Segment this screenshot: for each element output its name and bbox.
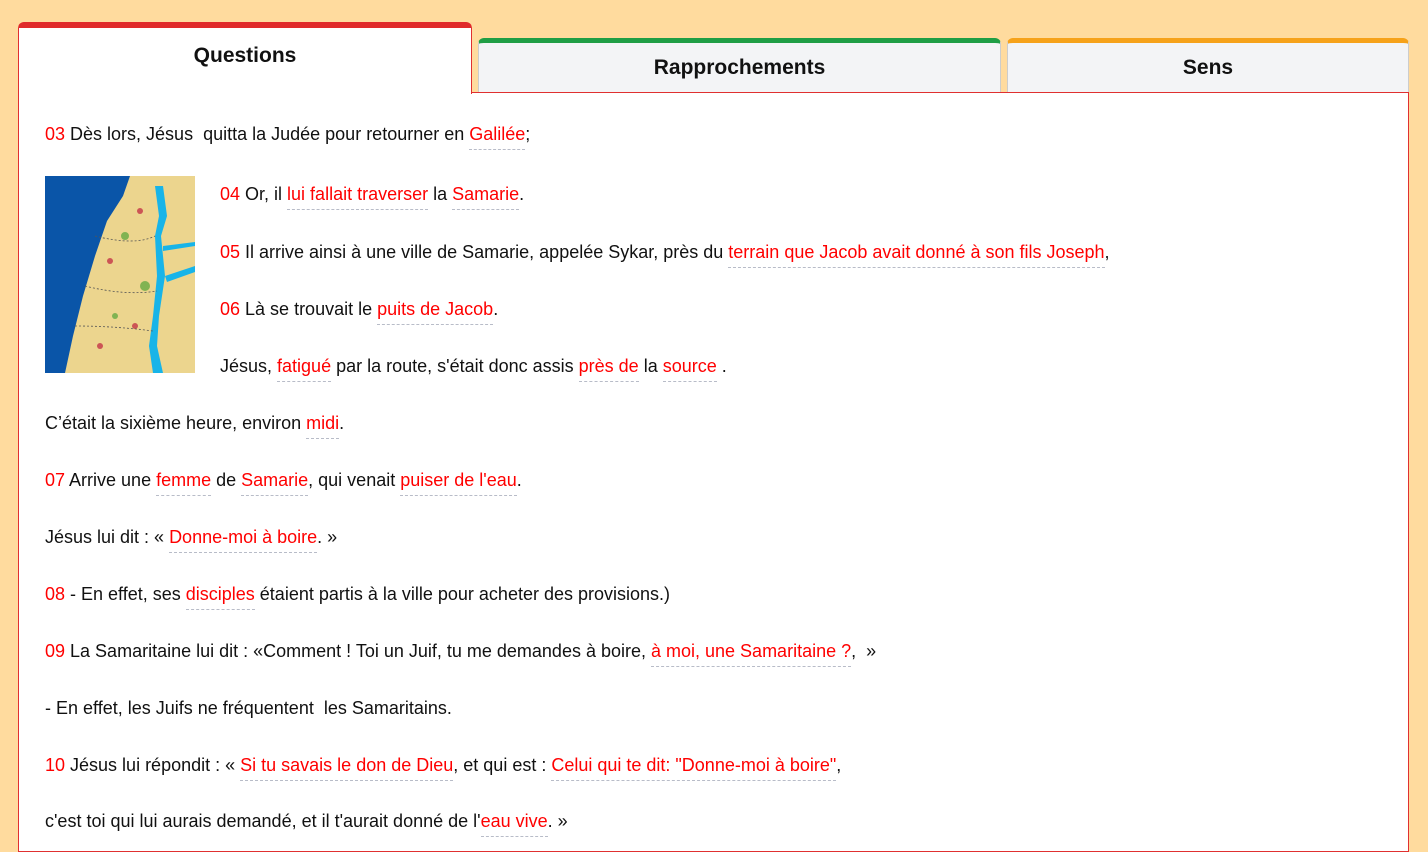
verse-text: - En effet, ses: [65, 584, 186, 604]
question-link[interactable]: puits de Jacob: [377, 299, 493, 325]
verse-text: , qui venait: [308, 470, 401, 490]
verse-text: ,: [836, 755, 842, 775]
tab-rapprochements[interactable]: [478, 38, 1001, 93]
question-link[interactable]: Celui qui te dit: "Donne-moi à boire": [551, 755, 836, 781]
verse-text: , et qui est :: [453, 755, 552, 775]
question-link[interactable]: Donne-moi à boire: [169, 527, 317, 553]
verse-number: 03: [45, 124, 66, 144]
verse-line: [45, 582, 670, 606]
verse-line: [45, 411, 344, 435]
verse-line: [45, 468, 522, 492]
verse-text: ,: [1104, 242, 1110, 262]
question-link[interactable]: Samarie: [452, 184, 519, 210]
verse-text: .: [339, 413, 345, 433]
verse-line: [45, 639, 876, 663]
verse-line: [45, 525, 337, 549]
palestine-map-image: [45, 176, 195, 373]
question-link[interactable]: midi: [306, 413, 339, 439]
question-link[interactable]: fatigué: [277, 356, 331, 382]
verse-text: la: [428, 184, 453, 204]
verse-line: [45, 696, 452, 720]
verse-line: [45, 122, 530, 146]
verse-text: Or, il: [240, 184, 288, 204]
tab-label: Rapprochements: [653, 56, 826, 79]
verse-text: Jésus lui dit : «: [45, 527, 170, 547]
questions-panel: [18, 92, 1409, 852]
verse-text: . »: [317, 527, 338, 547]
verse-text: .: [516, 470, 522, 490]
verse-text: ;: [525, 124, 531, 144]
verse-text: la: [638, 356, 663, 376]
verse-number: 10: [45, 755, 66, 775]
verse-text: c'est toi qui lui aurais demandé, et il t'aurait donné de l': [45, 811, 481, 831]
verse-line: [45, 753, 841, 777]
verse-line: [220, 297, 498, 321]
tab-questions[interactable]: [18, 22, 472, 94]
verse-text: Il arrive ainsi à une ville de Samarie, appelée Sykar, près du: [240, 242, 729, 262]
question-link[interactable]: Galilée: [469, 124, 525, 150]
verse-text: C’était la sixième heure, environ: [45, 413, 307, 433]
verse-text: , »: [851, 641, 877, 661]
question-link[interactable]: lui fallait traverser: [287, 184, 428, 210]
verse-text: Dès lors, Jésus quitta la Judée pour retourner en: [65, 124, 470, 144]
verse-number: 06: [220, 299, 241, 319]
verse-line: [220, 354, 727, 378]
verse-text: .: [716, 356, 727, 376]
verse-line: [220, 240, 1110, 264]
question-link[interactable]: terrain que Jacob avait donné à son fils Joseph: [728, 242, 1104, 268]
verse-number: 04: [220, 184, 241, 204]
verse-text: .: [519, 184, 525, 204]
verse-number: 09: [45, 641, 66, 661]
verse-text: Arrive une: [65, 470, 157, 490]
verse-line: [45, 809, 568, 833]
verse-text: .: [493, 299, 499, 319]
question-link[interactable]: source: [663, 356, 717, 382]
verse-text: Jésus,: [220, 356, 278, 376]
question-link[interactable]: femme: [156, 470, 211, 496]
verse-number: 05: [220, 242, 241, 262]
question-link[interactable]: disciples: [186, 584, 255, 610]
tab-sens[interactable]: [1007, 38, 1409, 93]
verse-number: 08: [45, 584, 66, 604]
verse-number: 07: [45, 470, 66, 490]
verse-text: de: [211, 470, 242, 490]
question-link[interactable]: Si tu savais le don de Dieu: [240, 755, 453, 781]
question-link[interactable]: eau vive: [481, 811, 548, 837]
verse-text: La Samaritaine lui dit : «Comment ! Toi un Juif, tu me demandes à boire,: [65, 641, 651, 661]
verse-text: étaient partis à la ville pour acheter des provisions.): [254, 584, 671, 604]
verse-line: [220, 182, 524, 206]
question-link[interactable]: puiser de l'eau: [400, 470, 517, 496]
question-link[interactable]: à moi, une Samaritaine ?: [651, 641, 851, 667]
tab-label: Sens: [1182, 56, 1234, 79]
question-link[interactable]: Samarie: [241, 470, 308, 496]
verse-text: . »: [547, 811, 568, 831]
verse-text: Jésus lui répondit : «: [65, 755, 241, 775]
verse-text: - En effet, les Juifs ne fréquentent les Samaritains.: [45, 698, 452, 718]
tab-label: Questions: [193, 44, 297, 67]
question-link[interactable]: près de: [579, 356, 639, 382]
verse-text: Là se trouvait le: [240, 299, 378, 319]
verse-text: par la route, s'était donc assis: [331, 356, 579, 376]
